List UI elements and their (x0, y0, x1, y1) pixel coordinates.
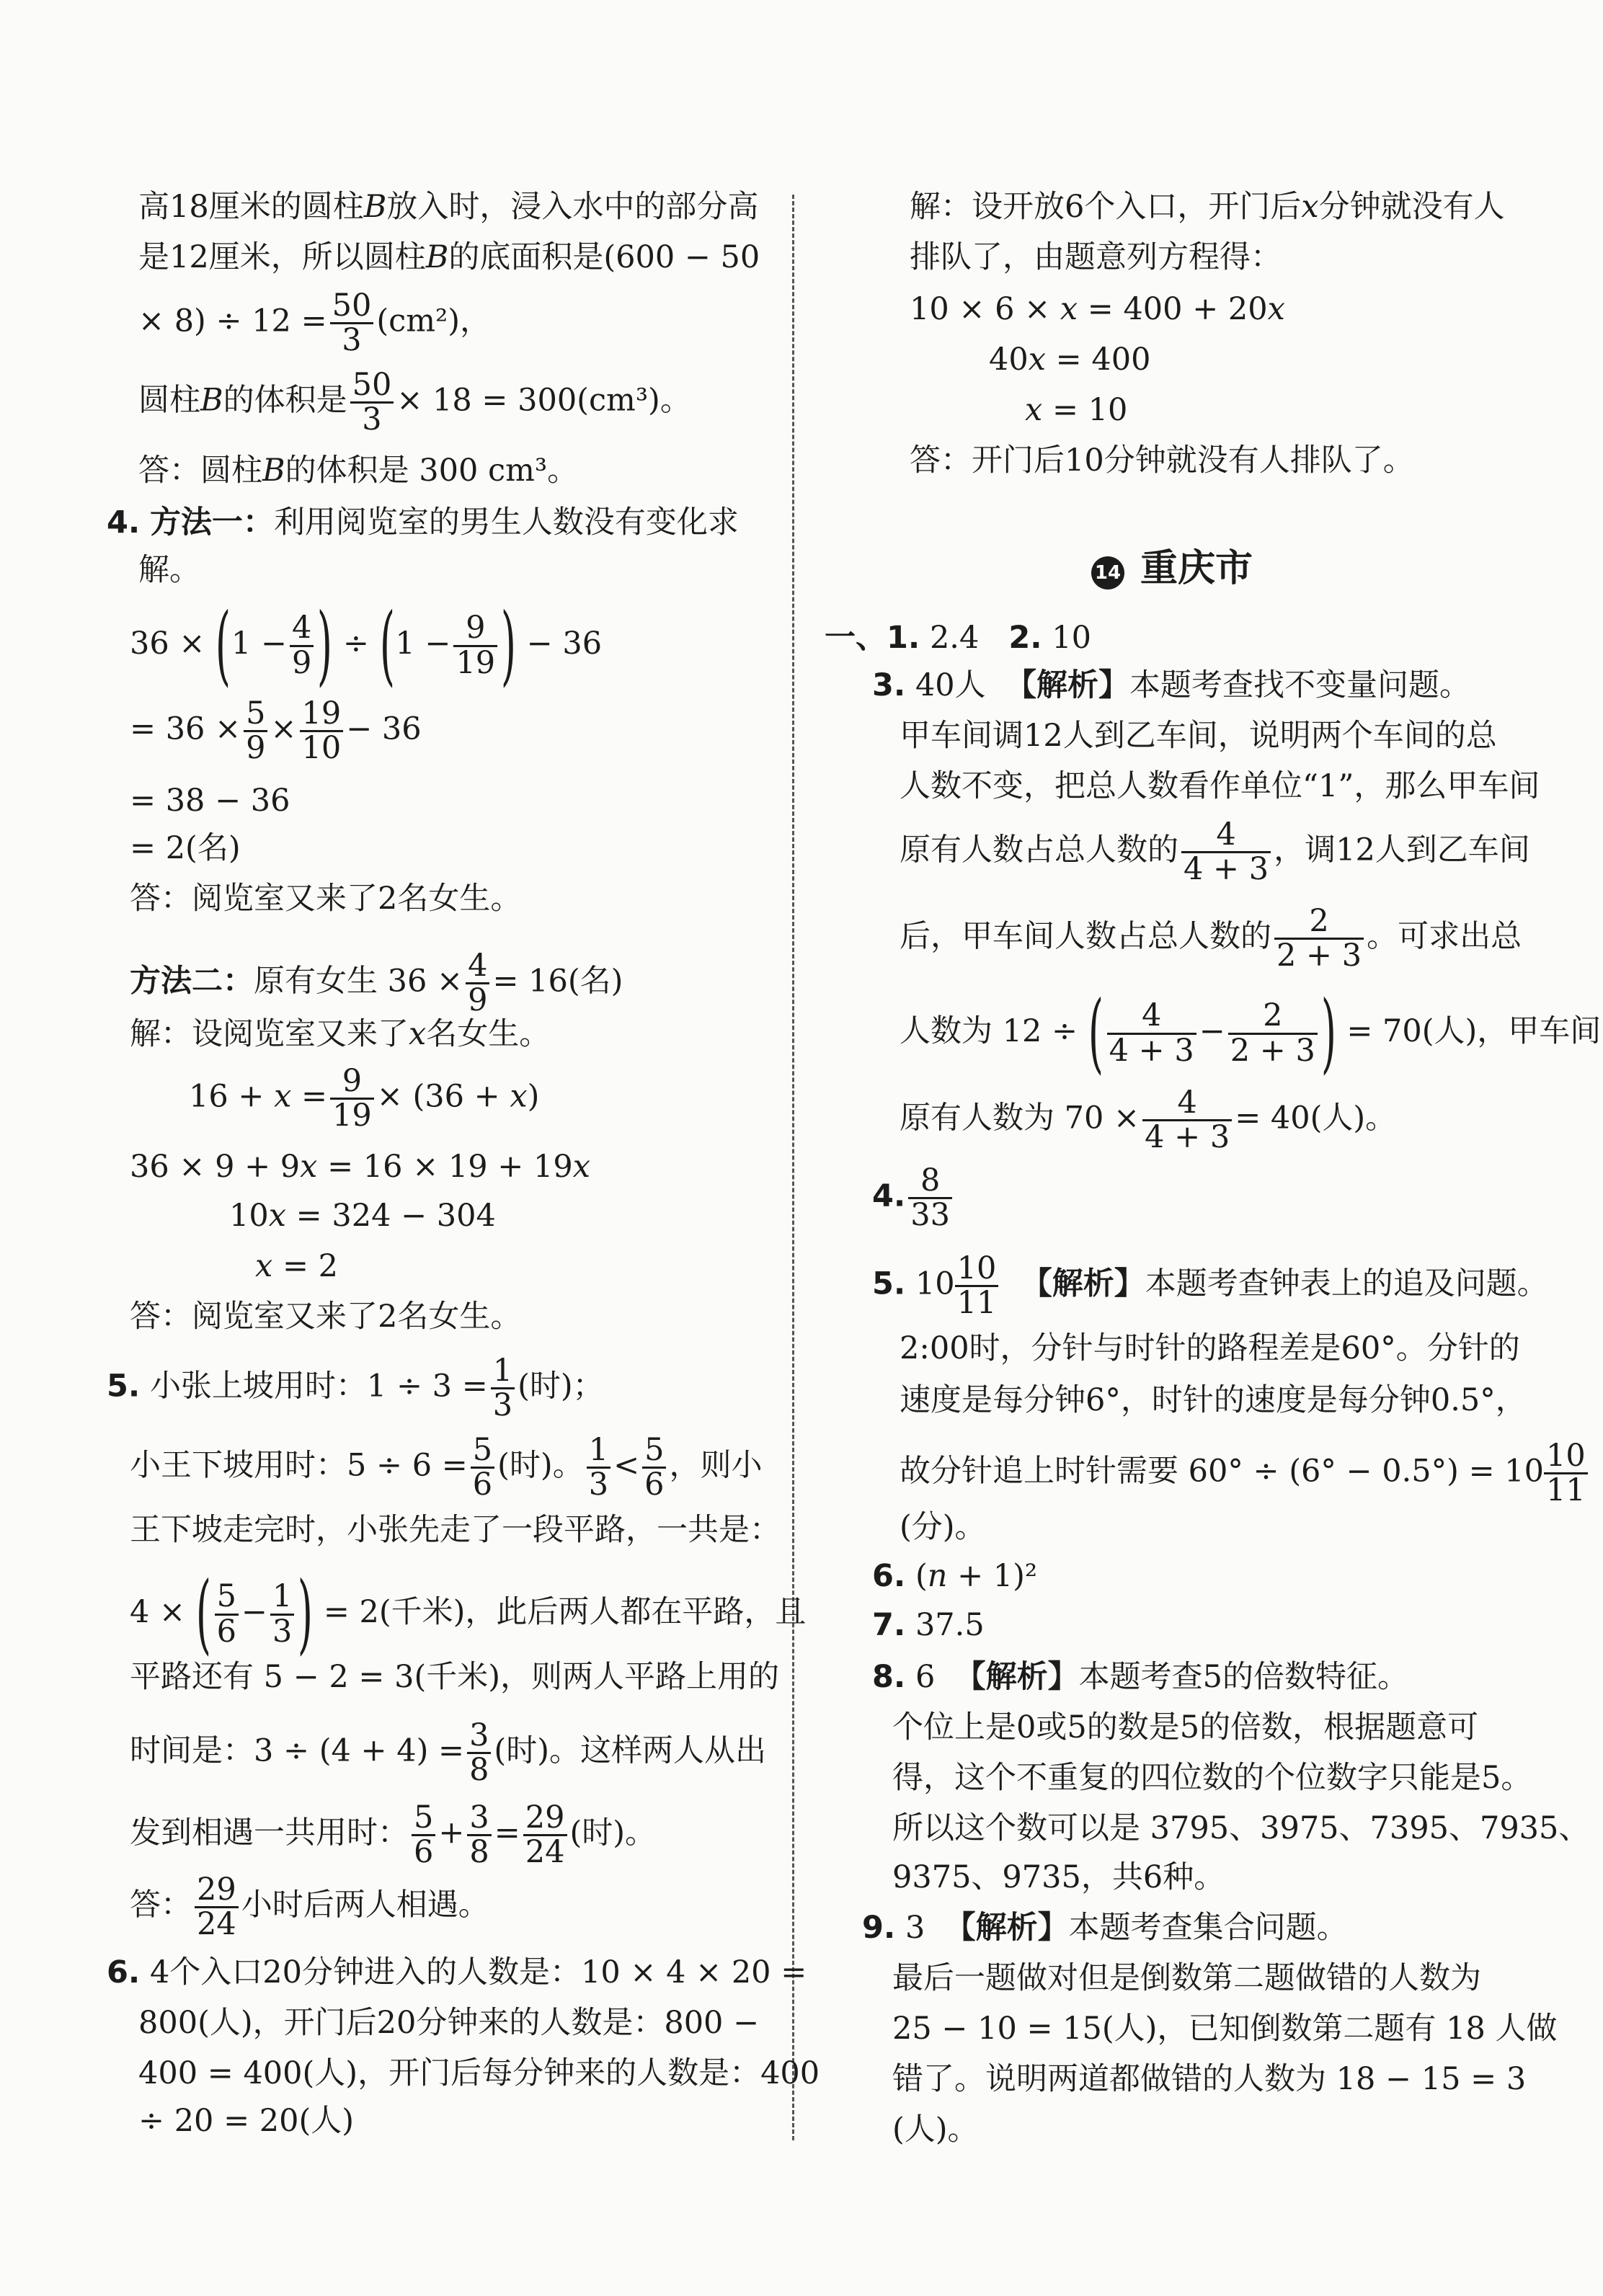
text-line: 时间是：3 ÷ (4 + 4) = $\frac{3}{8}$ (时)。这样两人从出 (130, 1717, 766, 1789)
text-line: × 8) ÷ 12 = $\frac{50}{3}$ (cm²)， (138, 288, 491, 359)
answer-1-2: 一、1. 2.4 2. 10 (825, 620, 1091, 656)
text-line: 4 × ( $\frac{5}{6}$ − $\frac{1}{3}$ ) = 2(千米)，此后两人都在平路，且 (130, 1564, 807, 1664)
text-line: 错了。说明两道都做错的人数为 18 − 15 = 3 (892, 2061, 1527, 2097)
text-line: 排队了，由题意列方程得： (910, 239, 1282, 275)
text-line: 王下坡走完时，小张先走了一段平路，一共是： (130, 1512, 781, 1548)
answer-line: 答：开门后10分钟就没有人排队了。 (910, 442, 1414, 479)
question-6: 6. 4个入口20分钟进入的人数是：10 × 4 × 20 = (107, 1954, 807, 1990)
text-line: (人)。 (892, 2112, 979, 2148)
math-line: 36 × 9 + 9x = 16 × 19 + 19x (130, 1149, 590, 1185)
text-line: 人数为 12 ÷ ( $\frac{4}{4 + 3}$ − $\frac{2}{2 + 3}$ ) = 70(人)，甲车间 (900, 983, 1602, 1083)
section-number-badge: 14 (1091, 556, 1124, 589)
section-heading (1091, 546, 1253, 591)
fraction: $\frac{50}{3}$ (330, 290, 374, 357)
answer-4: 4. $\frac{8}{33}$ (872, 1165, 955, 1232)
answer-3: 3. 40人 【解析】本题考查找不变量问题。 (872, 667, 1470, 703)
section-title: 重庆市 (1140, 547, 1253, 590)
text-line: 25 − 10 = 15(人)，已知倒数第二题有 18 人做 (892, 2011, 1558, 2047)
text-line: 高18厘米的圆柱B放入时，浸入水中的部分高 (138, 189, 759, 225)
answer-6: 6. (n + 1)² (872, 1558, 1038, 1594)
text-line: 故分针追上时针需要 60° ÷ (6° − 0.5°) = 10 $\frac{10}{11}$ (900, 1440, 1591, 1507)
math-line: = 2(名) (130, 830, 241, 866)
answer-9: 9. 3 【解析】本题考查集合问题。 (862, 1910, 1348, 1946)
answer-line: 答：阅览室又来了2名女生。 (130, 1299, 522, 1335)
math-line: 10x = 324 − 304 (229, 1198, 496, 1234)
fraction: $\frac{50}{3}$ (350, 369, 394, 436)
question-4: 4. 方法一：利用阅览室的男生人数没有变化求 (107, 504, 739, 540)
math-line: 36 × (1 − $\frac{4}{9}$ ) ÷ (1 − $\frac{9}{19}$ ) − 36 (130, 595, 603, 695)
text-line: 800(人)，开门后20分钟来的人数是：800 − (138, 2005, 760, 2041)
text-line: 方法二：原有女生 36 × $\frac{4}{9}$ = 16(名) (130, 948, 623, 1019)
text-line: 最后一题做对但是倒数第二题做错的人数为 (892, 1960, 1481, 1996)
answer-7: 7. 37.5 (872, 1607, 985, 1643)
text-line: 小王下坡用时：5 ÷ 6 = $\frac{5}{6}$ (时)。 $\frac{1}{3}$ < $\frac{5}{6}$ ，则小 (130, 1432, 763, 1503)
text-line: 发到相遇一共用时： $\frac{5}{6}$ + $\frac{3}{8}$ = $\frac{29}{24}$ (时)。 (130, 1799, 657, 1871)
text-line: 所以这个数可以是 3795、3975、7395、7935、 (892, 1810, 1590, 1846)
math-line: 16 + x = $\frac{9}{19}$ × (36 + x) (189, 1063, 540, 1134)
column-divider (792, 195, 794, 2140)
text-line: 圆柱B的体积是 $\frac{50}{3}$ × 18 = 300(cm³)。 (138, 367, 691, 438)
answer-5: 5. 10 $\frac{10}{11}$ 【解析】本题考查钟表上的追及问题。 (872, 1250, 1548, 1322)
question-5: 5. 小张上坡用时：1 ÷ 3 = $\frac{1}{3}$ (时)； (107, 1353, 604, 1424)
text-line: 人数不变，把总人数看作单位“1”，那么甲车间 (900, 768, 1540, 804)
text-line: 9375、9735，共6种。 (892, 1859, 1225, 1895)
text-line: 原有人数占总人数的 $\frac{4}{4 + 3}$ ，调12人到乙车间 (900, 816, 1530, 888)
text-line: 解。 (138, 552, 200, 588)
math-line: = 36 × $\frac{5}{9}$ × $\frac{19}{10}$ − 36 (130, 695, 422, 767)
math-line: 40x = 400 (989, 342, 1151, 378)
text-line: 解：设阅览室又来了x名女生。 (130, 1016, 551, 1052)
text-line: 原有人数为 70 × $\frac{4}{4 + 3}$ = 40(人)。 (900, 1085, 1397, 1156)
answer-8: 8. 6 【解析】本题考查5的倍数特征。 (872, 1659, 1408, 1695)
text-line: 400 = 400(人)，开门后每分钟来的人数是：400 (138, 2055, 820, 2091)
text-line: 是12厘米，所以圆柱B的底面积是(600 − 50 (138, 239, 760, 275)
text-line: 甲车间调12人到乙车间，说明两个车间的总 (900, 718, 1497, 754)
math-line: x = 2 (255, 1248, 338, 1284)
math-line: = 38 − 36 (130, 783, 290, 819)
text-line: ÷ 20 = 20(人) (138, 2103, 355, 2139)
math-line: x = 10 (1025, 392, 1128, 428)
text-line: 解：设开放6个入口，开门后x分钟就没有人 (910, 189, 1505, 225)
text-line: 平路还有 5 − 2 = 3(千米)，则两人平路上用的 (130, 1659, 780, 1695)
text-line: 得，这个不重复的四位数的个位数字只能是5。 (892, 1760, 1532, 1796)
answer-line: 答：阅览室又来了2名女生。 (130, 881, 522, 917)
text-line: 后，甲车间人数占总人数的 $\frac{2}{2 + 3}$ 。可求出总 (900, 903, 1522, 974)
text-line: 答：圆柱B的体积是 300 cm³。 (138, 453, 579, 489)
answer-line: 答： $\frac{29}{24}$ 小时后两人相遇。 (130, 1872, 489, 1943)
text-line: 2:00时，分针与时针的路程差是60°。分针的 (900, 1330, 1520, 1366)
text-line: 个位上是0或5的数是5的倍数，根据题意可 (892, 1709, 1479, 1745)
text-line: (分)。 (900, 1509, 986, 1545)
text-line: 速度是每分钟6°，时针的速度是每分钟0.5°， (900, 1382, 1527, 1418)
math-line: 10 × 6 × x = 400 + 20x (910, 291, 1285, 327)
